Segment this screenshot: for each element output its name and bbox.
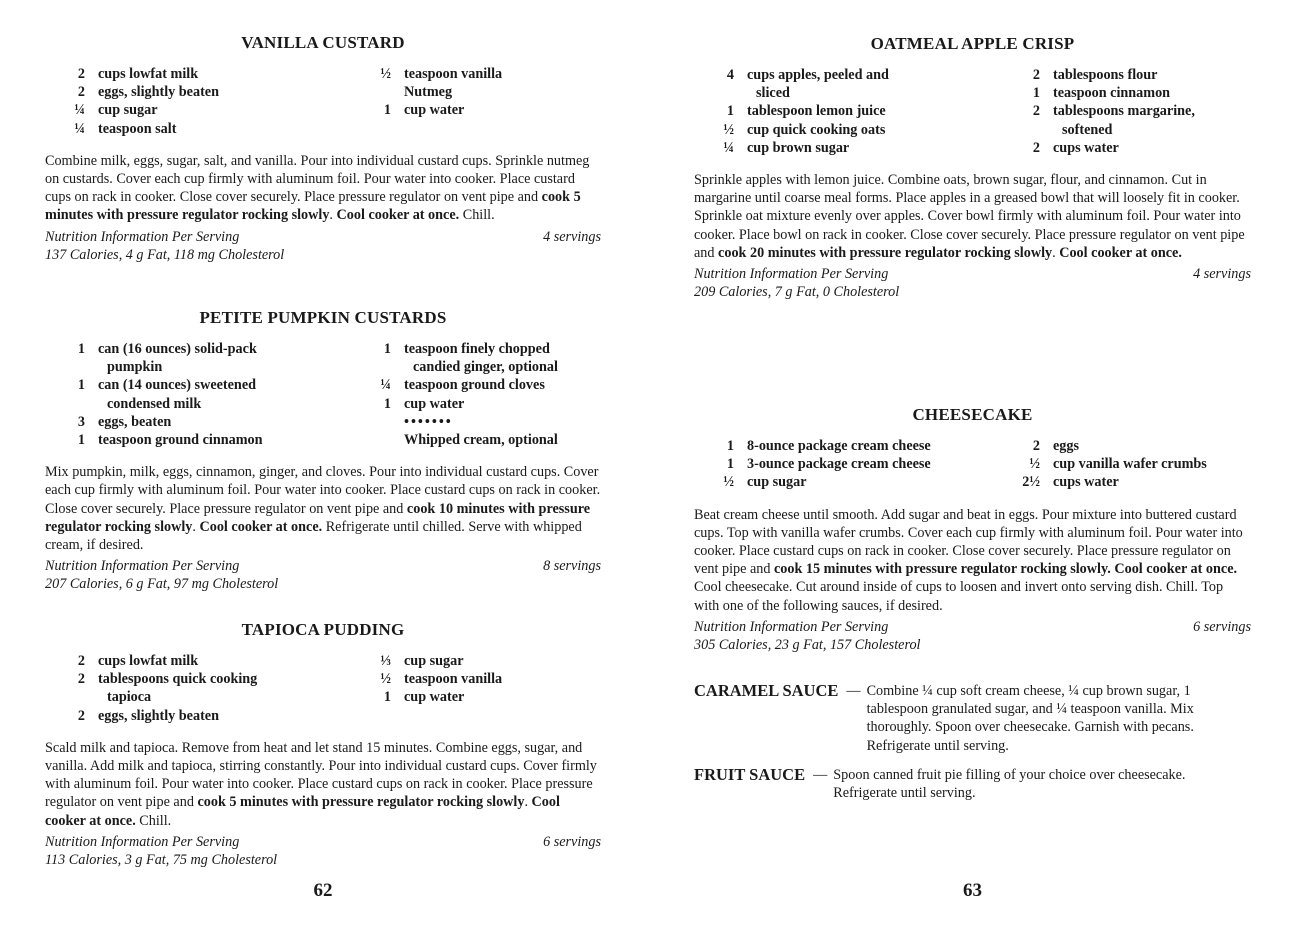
method-bold-text: cook 15 minutes with pressure regulator rocking slowly. Cool cooker at once. [773, 561, 1238, 578]
ingredient-item [360, 395, 558, 413]
ingredient-item [694, 121, 1009, 139]
nutrition-label: Nutrition Information Per Serving [45, 558, 240, 575]
method-text: Cool cheesecake. Cut around inside of cups to loosen and invert onto serving dish. Chill. Top with one of the following sauces, if desired. [694, 579, 1224, 614]
ingredient-list [45, 340, 601, 449]
method-text: Mix pumpkin, milk, eggs, cinnamon, ginger, and cloves. Pour into individual custard cups. Cover each cup firmly with aluminum foil. Pour water into cooker. Place custard cups on rack in cooker. Close cover securely. Place pressure regulator on vent pipe and [45, 464, 601, 517]
separator-dots: ••••••• [404, 413, 453, 430]
method-text: . [192, 518, 200, 535]
ingredient-text: cups lowfat milk [98, 653, 199, 669]
ingredient-item [360, 83, 502, 101]
ingredient-quantity: 2 [1032, 438, 1040, 454]
ingredient-quantity: 2 [77, 707, 85, 724]
servings: 4 servings [1193, 266, 1251, 283]
nutrition-info [45, 833, 601, 869]
ingredient-quantity: 1 [77, 341, 85, 357]
ingredient-quantity: 2 [1032, 103, 1040, 120]
ingredient-text: can (14 ounces) sweetened [98, 377, 257, 394]
ingredient-item [45, 83, 360, 101]
method-text: Combine milk, eggs, sugar, salt, and vanilla. Pour into individual custard cups. Sprinkle nutmeg on custards. Cover each cup firmly with aluminum foil. Pour water into cooker. Place custard cups on rack in cooker. Close cover securely. Place pressure regulator on vent pipe and [45, 152, 590, 206]
sauce-label: FRUIT SAUCE [694, 765, 806, 784]
nutrition-values: 137 Calories, 4 g Fat, 118 mg Cholesterol [45, 246, 285, 263]
ingredient-text: cups water [1053, 139, 1119, 156]
nutrition-values: 207 Calories, 6 g Fat, 97 mg Cholesterol [45, 576, 279, 593]
ingredient-column-left [45, 340, 360, 449]
caramel-sauce [694, 682, 1251, 755]
ingredient-quantity: 1 [383, 102, 391, 119]
sauce-dash: — [813, 767, 828, 783]
recipe-method [45, 739, 601, 830]
ingredient-text: 3-ounce package cream cheese [747, 456, 931, 473]
ingredient-column-left [694, 66, 1009, 157]
recipe-petite-pumpkin-custards [45, 308, 601, 594]
ingredient-column-right [1009, 66, 1195, 157]
recipe-method [694, 506, 1251, 615]
ingredient-quantity: ¼ [74, 102, 85, 119]
ingredient-quantity: 4 [726, 67, 734, 83]
method-bold-text: Cool cooker at once. [45, 794, 560, 829]
ingredient-item [694, 66, 1009, 84]
ingredient-text: eggs, slightly beaten [98, 707, 219, 724]
method-text: Chill. [135, 812, 172, 829]
ingredient-quantity: ⅓ [380, 653, 391, 669]
ingredient-item [45, 101, 360, 119]
ingredient-quantity: ½ [380, 66, 391, 82]
method-bold-text: cook 20 minutes with pressure regulator rocking slowly [718, 244, 1053, 261]
ingredient-item [360, 101, 502, 119]
ingredient-text: can (16 ounces) solid-pack [98, 341, 257, 357]
ingredient-list [45, 652, 601, 725]
ingredient-text: cup vanilla wafer crumbs [1053, 456, 1207, 473]
ingredient-text: cup sugar [404, 653, 464, 669]
ingredient-item [360, 413, 558, 431]
ingredient-quantity: 1 [726, 438, 734, 454]
ingredient-text: tapioca [107, 689, 152, 706]
recipe-title: VANILLA CUSTARD [241, 33, 405, 52]
ingredient-column-right [360, 340, 558, 449]
ingredient-column-left [45, 65, 360, 138]
ingredient-text: teaspoon ground cloves [404, 377, 545, 394]
method-bold-text: Cool cooker at once. [199, 518, 323, 535]
ingredient-item [45, 670, 360, 688]
ingredient-column-right [360, 65, 502, 138]
ingredient-text: cup water [404, 689, 465, 706]
ingredient-quantity: ½ [723, 121, 734, 138]
ingredient-item-continued [360, 358, 558, 376]
ingredient-text: eggs [1053, 438, 1080, 454]
ingredient-text: sliced [756, 85, 790, 102]
ingredient-item-continued [1009, 121, 1195, 139]
ingredient-column-right [360, 652, 502, 725]
recipe-title: OATMEAL APPLE CRISP [870, 34, 1075, 53]
ingredient-text: softened [1062, 121, 1113, 138]
ingredient-text: cup sugar [747, 474, 807, 491]
ingredient-quantity: ¼ [723, 139, 734, 156]
method-bold-text: cook 5 minutes with pressure regulator rocking slowly [197, 794, 525, 811]
ingredient-item [45, 120, 360, 138]
ingredient-text: teaspoon vanilla [404, 671, 503, 688]
ingredient-quantity: 2 [1032, 67, 1040, 83]
ingredient-item [1009, 455, 1207, 473]
recipe-method [45, 463, 601, 554]
ingredient-quantity: ¼ [74, 120, 85, 137]
ingredient-text: candied ginger, optional [413, 359, 558, 376]
ingredient-item [360, 652, 502, 670]
ingredient-item [360, 688, 502, 706]
ingredient-item [694, 455, 1009, 473]
nutrition-label: Nutrition Information Per Serving [45, 228, 240, 245]
sauce-dash: — [846, 683, 861, 699]
ingredient-item [360, 431, 558, 449]
nutrition-info [694, 265, 1251, 301]
ingredient-text: cups water [1053, 474, 1119, 491]
recipe-vanilla-custard [45, 33, 601, 264]
nutrition-values: 209 Calories, 7 g Fat, 0 Cholesterol [694, 284, 900, 301]
ingredient-text: cup water [404, 102, 465, 119]
ingredient-item [45, 431, 360, 449]
nutrition-label: Nutrition Information Per Serving [694, 618, 889, 635]
ingredient-quantity: 1 [77, 432, 85, 449]
ingredient-item [360, 670, 502, 688]
ingredient-item [45, 340, 360, 358]
ingredient-quantity: ½ [380, 671, 391, 688]
nutrition-values: 305 Calories, 23 g Fat, 157 Cholesterol [694, 637, 921, 654]
nutrition-label: Nutrition Information Per Serving [694, 266, 889, 283]
method-bold-text: cook 10 minutes with pressure regulator rocking slowly [45, 500, 591, 535]
ingredient-text: eggs, beaten [98, 413, 172, 430]
ingredient-text: teaspoon cinnamon [1053, 85, 1171, 102]
ingredient-text: Whipped cream, optional [404, 432, 558, 449]
ingredient-quantity: ½ [1029, 456, 1040, 473]
ingredient-item-continued [45, 358, 360, 376]
ingredient-quantity: 1 [726, 456, 734, 473]
ingredient-item [45, 65, 360, 83]
page-number: 63 [963, 880, 982, 901]
ingredient-item [1009, 102, 1195, 120]
servings: 6 servings [543, 833, 601, 850]
method-text: . [1052, 244, 1060, 261]
ingredient-quantity: 1 [77, 377, 85, 394]
ingredient-item [694, 139, 1009, 157]
nutrition-info [694, 618, 1251, 654]
ingredient-item [694, 473, 1009, 491]
ingredient-item [1009, 473, 1207, 491]
ingredient-text: cup water [404, 395, 465, 412]
right-page [694, 0, 1251, 936]
ingredient-text: tablespoon lemon juice [747, 103, 886, 120]
ingredient-item [45, 413, 360, 431]
ingredient-quantity: 2 [1032, 139, 1040, 156]
sauce-text: Spoon canned fruit pie filling of your choice over cheesecake. Refrigerate until serving. [833, 767, 1186, 802]
ingredient-text: cup brown sugar [747, 139, 850, 156]
recipe-method [45, 152, 601, 225]
ingredient-item [694, 102, 1009, 120]
ingredient-text: teaspoon vanilla [404, 66, 503, 82]
ingredient-quantity: 1 [383, 689, 391, 706]
method-text: Beat cream cheese until smooth. Add sugar and beat in eggs. Pour mixture into buttered custard cups. Top with vanilla wafer crumbs. Cover each cup firmly with aluminum foil. Pour water into cooker. Place custard cups on rack in cooker. Close cover securely. Place pressure regulator on vent pipe and [694, 506, 1243, 578]
nutrition-label: Nutrition Information Per Serving [45, 833, 240, 850]
ingredient-quantity: 2 [77, 84, 85, 101]
ingredient-text: eggs, slightly beaten [98, 84, 219, 101]
ingredient-item [360, 376, 558, 394]
recipe-title: TAPIOCA PUDDING [241, 620, 405, 639]
nutrition-info [45, 557, 601, 593]
ingredient-column-left [45, 652, 360, 725]
recipe-method [694, 171, 1251, 262]
ingredient-quantity: ¼ [380, 377, 391, 394]
ingredient-quantity: 1 [383, 341, 391, 357]
ingredient-item [694, 437, 1009, 455]
ingredient-item-continued [45, 395, 360, 413]
recipe-cheesecake [694, 405, 1251, 654]
method-bold-text: cook 5 minutes with pressure regulator rocking slowly [45, 189, 581, 224]
ingredient-text: cups apples, peeled and [747, 67, 889, 83]
ingredient-item [45, 652, 360, 670]
ingredient-quantity: ½ [723, 474, 734, 491]
ingredient-item [45, 707, 360, 725]
ingredient-item [1009, 66, 1195, 84]
ingredient-quantity: 2½ [1022, 474, 1040, 491]
ingredient-quantity: 3 [77, 413, 85, 430]
method-text: Refrigerate until chilled. Serve with whipped cream, if desired. [45, 518, 582, 554]
ingredient-text: pumpkin [107, 359, 163, 376]
servings: 8 servings [543, 558, 601, 575]
ingredient-list [45, 65, 601, 138]
ingredient-quantity: 1 [1032, 85, 1040, 102]
ingredient-text: teaspoon finely chopped [404, 341, 550, 357]
ingredient-column-left [694, 437, 1009, 492]
ingredient-text: tablespoons quick cooking [98, 671, 258, 688]
method-text: Chill. [459, 207, 495, 224]
ingredient-item-continued [694, 84, 1009, 102]
ingredient-text: Nutmeg [404, 84, 453, 101]
recipe-title: CHEESECAKE [912, 405, 1033, 424]
servings: 6 servings [1193, 618, 1251, 635]
nutrition-info [45, 228, 601, 264]
ingredient-item-continued [45, 688, 360, 706]
ingredient-text: teaspoon ground cinnamon [98, 432, 263, 449]
ingredient-text: condensed milk [107, 395, 202, 412]
recipe-tapioca-pudding [45, 620, 601, 869]
method-text: . [329, 207, 337, 224]
ingredient-item [360, 340, 558, 358]
ingredient-item [45, 376, 360, 394]
nutrition-values: 113 Calories, 3 g Fat, 75 mg Cholesterol [45, 852, 278, 869]
ingredient-list [694, 66, 1251, 157]
ingredient-quantity: 1 [383, 395, 391, 412]
method-bold-text: Cool cooker at once. [336, 207, 460, 224]
recipe-oatmeal-apple-crisp [694, 34, 1251, 301]
ingredient-list [694, 437, 1251, 492]
ingredient-text: teaspoon salt [98, 120, 177, 137]
ingredient-text: cup sugar [98, 102, 158, 119]
ingredient-quantity: 2 [77, 671, 85, 688]
ingredient-text: 8-ounce package cream cheese [747, 438, 931, 454]
servings: 4 servings [543, 228, 601, 245]
ingredient-quantity: 2 [77, 653, 85, 669]
ingredient-quantity: 1 [726, 103, 734, 120]
ingredient-item [360, 65, 502, 83]
fruit-sauce [694, 766, 1251, 802]
ingredient-item [1009, 437, 1207, 455]
sauce-label: CARAMEL SAUCE [694, 681, 839, 700]
method-text: Scald milk and tapioca. Remove from heat and let stand 15 minutes. Combine eggs, sugar, and vanilla. Add milk and tapioca, stirring constantly. Pour into individual custard cups. Cover firmly with aluminum foil. Pour water into cooker. Place custard cups on rack in cooker. Place pressure regulator on vent pipe and [45, 739, 597, 811]
ingredient-text: cup quick cooking oats [747, 121, 886, 138]
ingredient-quantity: 2 [77, 66, 85, 82]
ingredient-item [1009, 139, 1195, 157]
recipe-title: PETITE PUMPKIN CUSTARDS [199, 308, 447, 327]
left-page [45, 0, 601, 936]
method-bold-text: Cool cooker at once. [1059, 244, 1182, 261]
ingredient-text: tablespoons margarine, [1053, 103, 1195, 120]
ingredient-text: tablespoons flour [1053, 67, 1158, 83]
ingredient-text: cups lowfat milk [98, 66, 199, 82]
sauce-text: Combine ¼ cup soft cream cheese, ¼ cup brown sugar, 1 tablespoon granulated sugar, and ¼ teaspoon vanilla. Mix thoroughly. Spoon over cheesecake. Garnish with pecans. Refrigerate until serving. [866, 683, 1194, 754]
method-text: . [524, 794, 532, 811]
method-text: Sprinkle apples with lemon juice. Combine oats, brown sugar, flour, and cinnamon. Cut in margarine until coarse meal forms. Place apples in a greased bowl that will loosely fit in cooker. Sprinkle oat mixture evenly over apples. Cover bowl firmly with aluminum foil. Pour water into cooker. Place bowl on rack in cooker. Close cover securely. Place pressure regulator on vent pipe and [694, 172, 1245, 261]
ingredient-item [1009, 84, 1195, 102]
ingredient-column-right [1009, 437, 1207, 492]
page-number: 62 [313, 880, 333, 901]
